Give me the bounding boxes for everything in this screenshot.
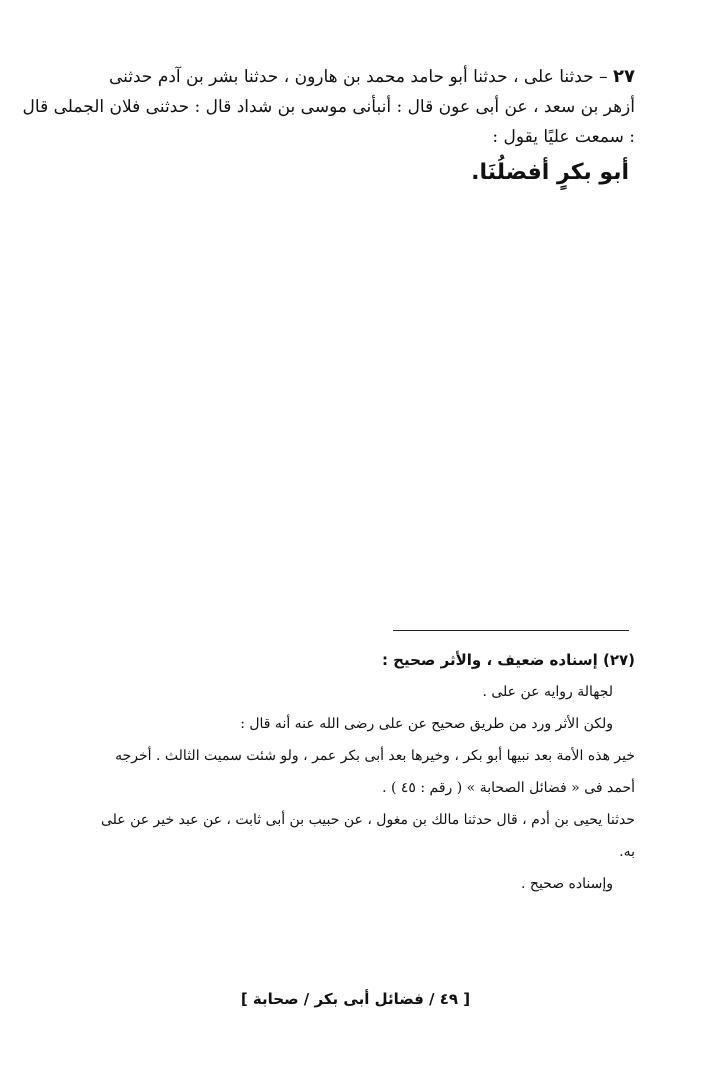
hadith-quote: أبو بكرٍ أفضلُنَا. — [471, 160, 629, 185]
footnote-line-1: لجهالة روايه عن على . — [482, 684, 613, 700]
hadith-number: ٢٧ — [613, 66, 635, 87]
page-footer: [ ٤٩ / فضائل أبى بكر / صحابة ] — [240, 990, 471, 1008]
footnote-line-3: خير هذه الأمة بعد نبيها أبو بكر ، وخيرها بعد أبى بكر عمر ، ولو شئت سميت الثالث . أخرجه — [115, 748, 635, 764]
hadith-line-2: أزهر بن سعد ، عن أبى عون قال : أنبأنى موسى بن شداد قال : حدثنى فلان الجملى قال — [22, 97, 635, 117]
footnote-line-7: وإسناده صحيح . — [521, 876, 613, 892]
footnote-line-4: أحمد فى « فضائل الصحابة » ( رقم : ٤٥ ) . — [382, 780, 635, 796]
footnote-line-5: حدثنا يحيى بن أدم ، قال حدثنا مالك بن مغول ، عن حبيب بن أبى ثابت ، عن عبد خير عن على — [100, 812, 635, 828]
footnote-heading: (٢٧) إسناده ضعيف ، والأثر صحيح : — [381, 651, 635, 669]
footnote-line-6: به. — [619, 844, 635, 860]
hadith-line-1 — [39, 62, 635, 92]
footnote-line-2: ولكن الأثر ورد من طريق صحيح عن على رضى الله عنه أنه قال : — [240, 716, 613, 732]
hadith-text — [22, 62, 635, 192]
footnotes — [39, 644, 635, 900]
footnote-separator — [393, 630, 629, 631]
hadith-line-1-text: – حدثنا على ، حدثنا أبو حامد محمد بن هارون ، حدثنا بشر بن آدم حدثنى — [108, 67, 608, 87]
hadith-line-3: : سمعت عليًا يقول : — [492, 127, 635, 147]
